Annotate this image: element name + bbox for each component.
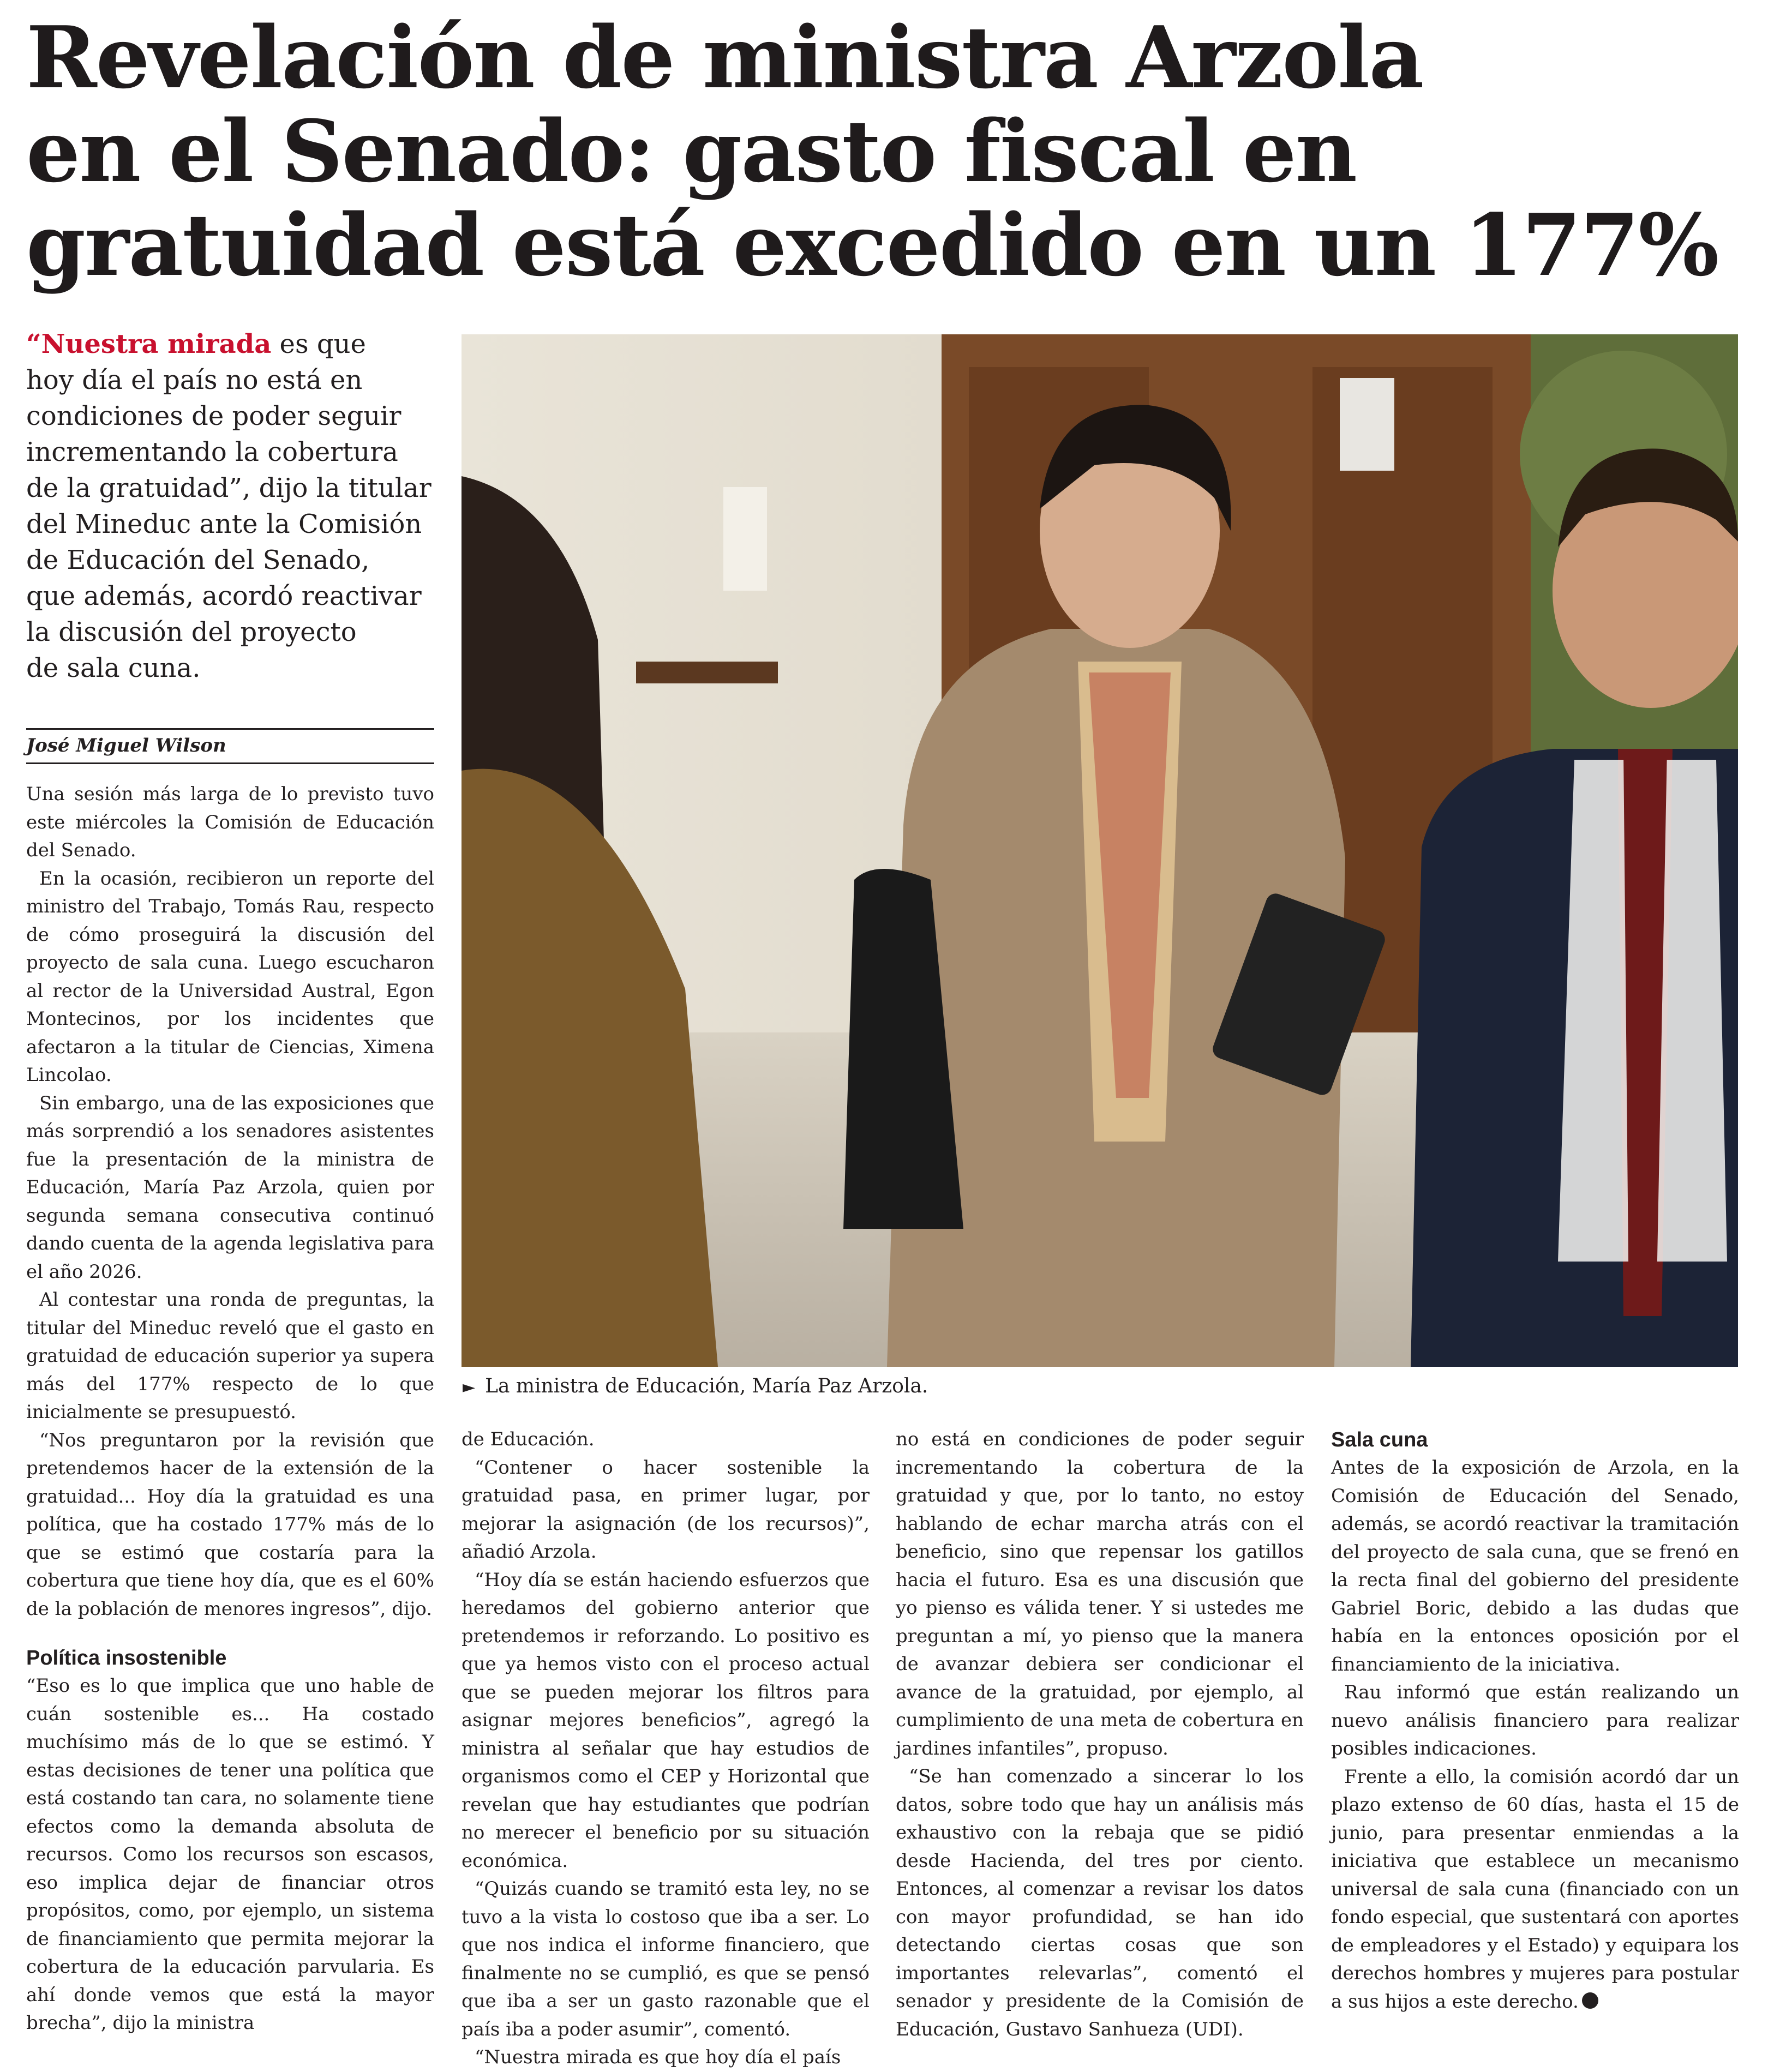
headline-line: Revelación de ministra Arzola: [26, 8, 1423, 107]
body-paragraph: “Eso es lo que implica que uno hable de cuán sostenible es... Ha costado muchísimo más de lo que se estimó. Y estas decisiones de tener una política que está costando tan cara, no solamente tiene efectos como la demanda absoluta de recursos. Como los recursos son escasos, eso implica dejar de financiar otros propósitos, como, por ejemplo, un sistema de financiamiento que permita mejorar la cobertura de la educación parvularia. Es ahí donde vemos que está la mayor brecha”, dijo la ministra: [26, 1675, 434, 2034]
body-paragraph: Rau informó que están realizando un nuevo análisis financiero para realizar posibles indicaciones.: [1331, 1681, 1739, 1759]
body-paragraph: “Nuestra mirada es que hoy día el país: [475, 2046, 841, 2068]
body-paragraph-text: Frente a ello, la comisión acordó dar un plazo extenso de 60 días, hasta el 15 de junio, para presentar enmiendas a la iniciativa que establece un mecanismo universal de sala cuna (financiado con un fondo especial, que sustentará con aportes de empleadores y el Estado) y equipara los derechos hombres y mujeres para postular a sus hijos a este derecho.: [1331, 1765, 1739, 2013]
lede-line: la discusión del proyecto: [26, 617, 357, 647]
lede-line: [26, 326, 441, 362]
headline-line: gratuidad está excedido en un 177%: [26, 195, 1718, 295]
body-paragraph: Una sesión más larga de lo previsto tuvo este miércoles la Comisión de Educación del Senado.: [26, 783, 434, 861]
body-paragraph: En la ocasión, recibieron un reporte del ministro del Trabajo, Tomás Rau, respecto de cómo proseguirá la discusión del proyecto de sala cuna. Luego escucharon al rector de la Universidad Austral, Egon Montecinos, por los incidentes que afectaron a la titular de Ciencias, Ximena Lincolao.: [26, 867, 434, 1086]
lede-line: de sala cuna.: [26, 653, 201, 683]
caption-marker-icon: ►: [463, 1378, 476, 1397]
caption-text: La ministra de Educación, María Paz Arzola.: [485, 1375, 928, 1397]
lede: [26, 326, 441, 686]
section-heading-politica: Política insostenible: [26, 1647, 227, 1669]
photo-illustration: [462, 334, 1738, 1367]
lede-accent: “Nuestra mirada: [26, 329, 272, 359]
body-column-1: [26, 780, 434, 2051]
lede-first-line-rest: es que: [271, 329, 366, 359]
body-column-2: [462, 1426, 870, 2068]
lede-line: del Mineduc ante la Comisión: [26, 509, 422, 539]
photo-caption: [463, 1372, 1717, 1402]
body-paragraph: “Hoy día se están haciendo esfuerzos que heredamos del gobierno anterior que pretendemos ir reforzando. Lo positivo es que ya hemos visto con el proceso actual que se pueden mejorar los filtros para asignar mejores beneficios”, agregó la ministra al señalar que hay estudios de organismos como el CEP y Horizontal que revelan que hay estudiantes que podrían no merecer el beneficio por su situación económica.: [462, 1569, 870, 1872]
headline: [26, 8, 1718, 295]
lede-line: de Educación del Senado,: [26, 545, 370, 575]
lede-line: hoy día el país no está en: [26, 365, 363, 395]
section-heading-sala-cuna: Sala cuna: [1331, 1428, 1428, 1451]
body-paragraph: “Nos preguntaron por la revisión que pretendemos hacer de la extensión de la gratuidad... Hoy día la gratuidad es una política, que ha costado 177% más de lo que se estimó que costaría para la cobertura que tiene hoy día, que es el 60% de la población de menores ingresos”, dijo.: [26, 1429, 434, 1620]
body-paragraph: Antes de la exposición de Arzola, en la Comisión de Educación del Senado, además, se acordó reactivar la tramitación del proyecto de sala cuna, que se frenó en la recta final del gobierno del presidente Gabriel Boric, debido a las dudas que había en la entonces oposición por el financiamiento de la iniciativa.: [1331, 1457, 1739, 1675]
lede-line: de la gratuidad”, dijo la titular: [26, 473, 431, 503]
headline-line: en el Senado: gasto fiscal en: [26, 101, 1357, 201]
body-paragraph: [1331, 1763, 1739, 2016]
body-column-3: [896, 1426, 1304, 2053]
lede-line: que además, acordó reactivar: [26, 581, 422, 611]
body-paragraph: “Quizás cuando se tramitó esta ley, no se tuvo a la vista lo costoso que iba a ser. Lo que nos indica el informe financiero, que finalmente no se cumplió, es que se pensó que iba a ser un gasto razonable que el país iba a poder asumir”, comentó.: [462, 1878, 870, 2040]
body-paragraph: de Educación.: [462, 1428, 595, 1450]
body-paragraph: “Contener o hacer sostenible la gratuidad pasa, en primer lugar, por mejorar la asignación (de los recursos)”, añadió Arzola.: [462, 1456, 870, 1563]
article-photo: [462, 334, 1738, 1367]
body-paragraph: “Se han comenzado a sincerar lo los datos, sobre todo que hay un análisis más exhaustivo con la rebaja que se pidió desde Hacienda, del tres por ciento. Entonces, al comenzar a revisar los datos con mayor profundidad, se han ido detectando ciertas cosas que son importantes relevarlas”, comentó el senador y presidente de la Comisión de Educación, Gustavo Sanhueza (UDI).: [896, 1765, 1304, 2040]
lede-line: incrementando la cobertura: [26, 437, 398, 467]
byline: José Miguel Wilson: [26, 728, 434, 764]
lede-line: condiciones de poder seguir: [26, 401, 401, 431]
end-mark-icon: [1582, 1992, 1598, 2009]
body-paragraph: Al contestar una ronda de preguntas, la titular del Mineduc reveló que el gasto en gratuidad de educación superior ya supera más del 177% respecto de lo que inicialmente se presupuestó.: [26, 1289, 434, 1423]
body-paragraph: no está en condiciones de poder seguir incrementando la cobertura de la gratuidad y que, por lo tanto, no estoy hablando de echar marcha atrás con el beneficio, sino que repensar los gatillos hacia el futuro. Esa es una discusión que yo pienso es válida tener. Y si ustedes me preguntan a mí, yo pienso que la manera de avanzar debiera ser condicionar el avance de la gratuidad, por ejemplo, al cumplimiento de una meta de cobertura en jardines infantiles”, propuso.: [896, 1428, 1304, 1759]
body-column-4: [1331, 1426, 1739, 2053]
body-paragraph: Sin embargo, una de las exposiciones que más sorprendió a los senadores asistentes fue la presentación de la ministra de Educación, María Paz Arzola, quien por segunda semana consecutiva continuó dando cuenta de la agenda legislativa para el año 2026.: [26, 1092, 434, 1283]
